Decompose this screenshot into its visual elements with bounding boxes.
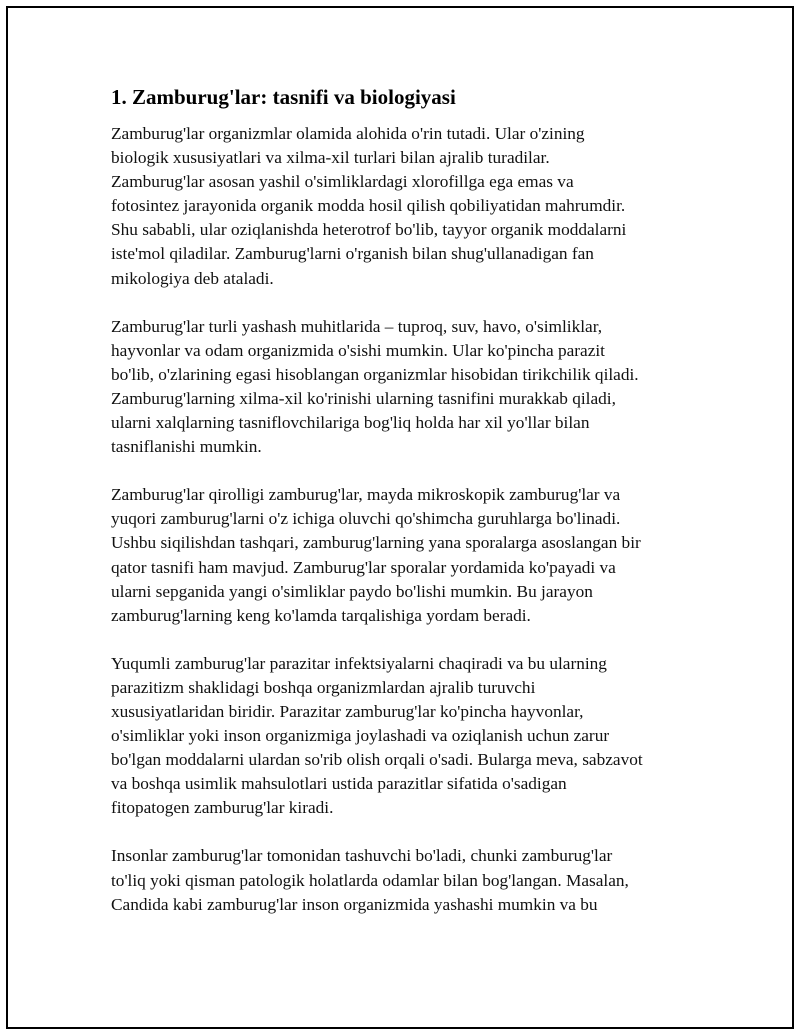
paragraph-1: Zamburug'lar organizmlar olamida alohida o'rin tutadi. Ular o'zining biologik xususiyatlari va xilma-xil turlari bilan ajralib turadilar. Zamburug'lar asosan yashil o'simliklardagi xlorofillga ega emas va fotosintez jarayonida organik modda hosil qilish qobiliyatidan mahrumdir. Shu sababli, ular oziqlanishda heterotrof bo'lib, tayyor organik moddalarni iste'mol qiladilar. Zamburug'larni o'rganish bilan shug'ullanadigan fan mikologiya deb ataladi. — [111, 124, 627, 288]
paragraph-3: Zamburug'lar qirolligi zamburug'lar, mayda mikroskopik zamburug'lar va yuqori zamburug'larni o'z ichiga oluvchi qo'shimcha guruhlarga bo'linadi. Ushbu siqilishdan tashqari, zamburug'larning yana sporalarga asoslangan bir qator tasnifi ham mavjud. Zamburug'lar sporalar yordamida ko'payadi va ularni sepganida yangi o'simliklar paydo bo'lishi mumkin. Bu jarayon zamburug'larning keng ko'lamda tarqalishiga yordam beradi. — [111, 485, 641, 625]
paragraph-4: Yuqumli zamburug'lar parazitar infektsiyalarni chaqiradi va bu ularning parazitizm shaklidagi boshqa organizmlardan ajralib turuvchi xususiyatlaridan biridir. Parazitar zamburug'lar ko'pincha hayvonlar, o'simliklar yoki inson organizmiga joylashadi va oziqlanish uchun zarur bo'lgan moddalarni ulardan so'rib olish orqali o'sadi. Bularga meva, sabzavot va boshqa usimlik mahsulotlari ustida parazitlar sifatida o'sadigan fitopatogen zamburug'lar kiradi. — [111, 653, 643, 818]
paragraph-5: Insonlar zamburug'lar tomonidan tashuvchi bo'ladi, chunki zamburug'lar to'liq yoki qisman patologik holatlarda odamlar bilan bog'langan. Masalan, Candida kabi zamburug'lar inson organizmida yashashi mumkin va bu — [111, 846, 629, 914]
document-title: 1. Zamburug'lar: tasnifi va biologiyasi — [111, 85, 456, 109]
document-body — [111, 84, 691, 941]
paragraph-2: Zamburug'lar turli yashash muhitlarida – tuproq, suv, havo, o'simliklar, hayvonlar va odam organizmida o'sishi mumkin. Ular ko'pincha parazit bo'lib, o'zlarining egasi hisoblangan organizmlar hisobidan tirikchilik qiladi. Zamburug'larning xilma-xil ko'rinishi ularning tasnifini murakkab qiladi, ularni xalqlarning tasniflovchilariga bog'liq holda har xil yo'llar bilan tasniflanishi mumkin. — [111, 316, 639, 457]
